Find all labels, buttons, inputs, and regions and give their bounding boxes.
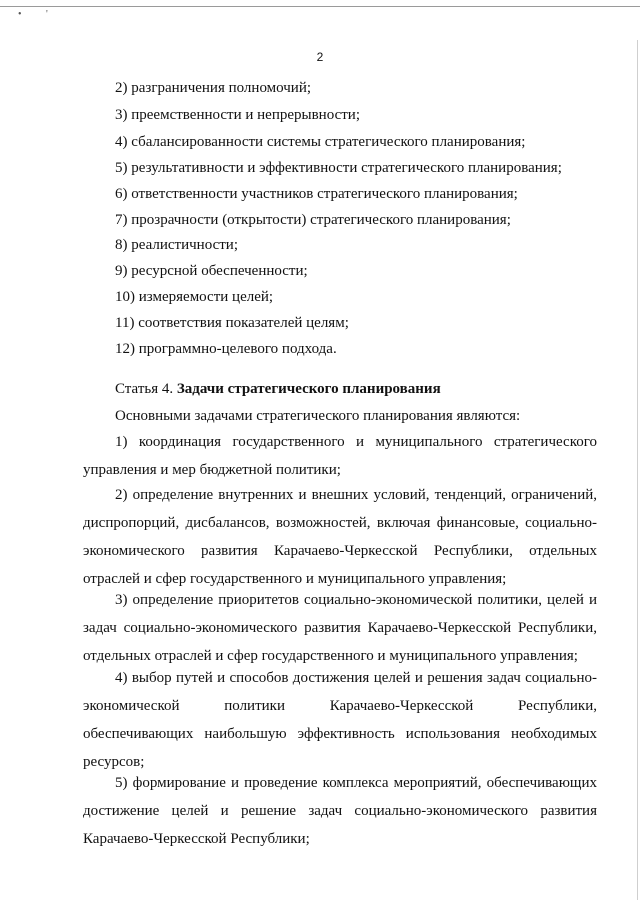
paragraph-line: 2) определение внутренних и внешних условий, тенденций, ограничений,: [115, 487, 597, 503]
principle-item: 6) ответственности участников стратегического планирования;: [115, 186, 518, 202]
scan-speck: •: [18, 9, 22, 20]
article-heading: [115, 380, 441, 398]
paragraph-line: задач социально-экономического развития Карачаево-Черкесской Республики,: [83, 620, 597, 636]
scan-edge-line: [0, 6, 640, 7]
principle-item: 11) соответствия показателей целям;: [115, 315, 349, 331]
paragraph-line: ресурсов;: [83, 754, 145, 770]
principle-item: 12) программно-целевого подхода.: [115, 341, 337, 357]
principle-item: 10) измеряемости целей;: [115, 289, 274, 305]
paragraph-line: диспропорций, дисбалансов, возможностей, включая финансовые, социально-: [83, 515, 597, 531]
paragraph-line: управления и мер бюджетной политики;: [83, 462, 341, 478]
paragraph-line: Карачаево-Черкесской Республики;: [83, 831, 310, 847]
page-number: 2: [316, 50, 324, 64]
paragraph-line: достижение целей и решение задач социально-экономического развития: [83, 803, 597, 819]
article-prefix: Статья 4.: [115, 381, 174, 397]
paragraph-line: отдельных отраслей и сфер государственного и муниципального управления;: [83, 648, 578, 664]
principle-item: 3) преемственности и непрерывности;: [115, 107, 360, 123]
paragraph-line: отраслей и сфер государственного и муниципального управления;: [83, 571, 507, 587]
task-paragraph: [83, 769, 597, 853]
principle-item: 8) реалистичности;: [115, 237, 238, 253]
paragraph-line: 1) координация государственного и муниципального стратегического: [115, 434, 597, 450]
paragraph-line: обеспечивающих наибольшую эффективность использования необходимых: [83, 726, 597, 742]
principle-item: 7) прозрачности (открытости) стратегического планирования;: [115, 212, 511, 228]
paragraph-line: 5) формирование и проведение комплекса мероприятий, обеспечивающих: [115, 775, 597, 791]
principle-item: 5) результативности и эффективности стратегического планирования;: [115, 160, 562, 176]
principle-item: 9) ресурсной обеспеченности;: [115, 263, 308, 279]
task-paragraph: [83, 664, 597, 776]
paragraph-line: экономического развития Карачаево-Черкесской Республики, отдельных: [83, 543, 597, 559]
principle-item: 2) разграничения полномочий;: [115, 80, 312, 96]
scan-speck: ': [46, 9, 48, 20]
article-intro: Основными задачами стратегического планирования являются:: [115, 408, 521, 424]
scan-edge-line: [637, 40, 638, 900]
paragraph-line: 4) выбор путей и способов достижения целей и решения задач социально-: [115, 670, 597, 686]
paragraph-line: 3) определение приоритетов социально-экономической политики, целей и: [115, 592, 597, 608]
task-paragraph: [83, 586, 597, 670]
task-paragraph: [83, 428, 597, 484]
paragraph-line: экономической политики Карачаево-Черкесской Республики,: [83, 698, 597, 714]
principle-item: 4) сбалансированности системы стратегического планирования;: [115, 134, 526, 150]
article-title: Задачи стратегического планирования: [176, 381, 441, 397]
task-paragraph: [83, 481, 597, 593]
